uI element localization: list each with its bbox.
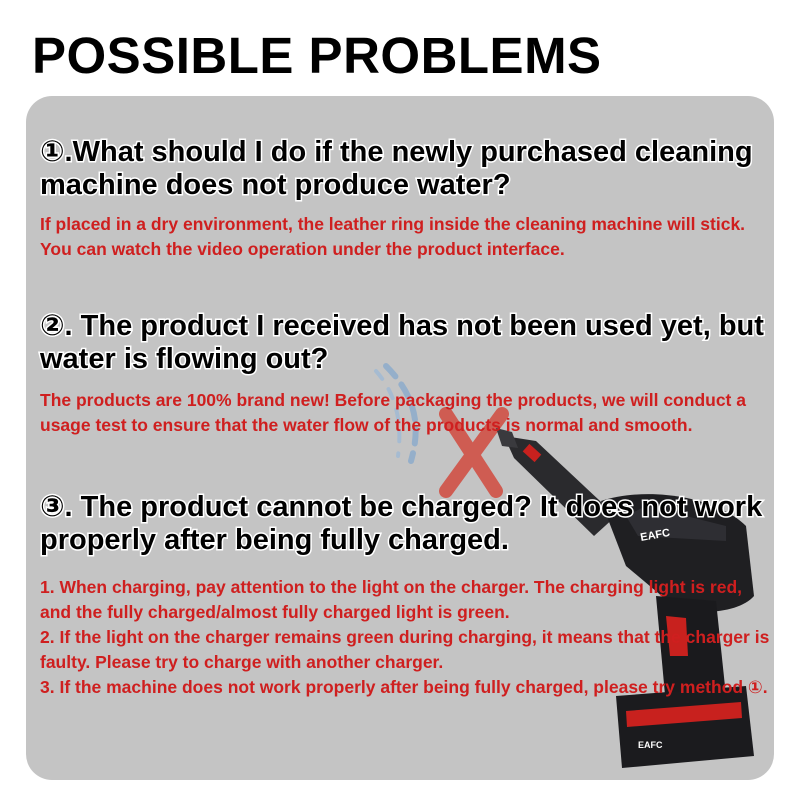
faq-item-3 [40, 491, 770, 700]
faq-answer-2: The products are 100% brand new! Before packaging the products, we will conduct a usage test to ensure that the water flow of the products is normal and smooth. [40, 390, 746, 435]
brand-label: EAFC [639, 526, 672, 544]
faq-question-1: ①.What should I do if the newly purchased cleaning machine does not produce water? [40, 136, 753, 201]
faq-question-3: ③. The product cannot be charged? It does not work properly after being fully charged. [40, 491, 763, 556]
page-title: POSSIBLE PROBLEMS [32, 27, 602, 84]
faq-answer-3: 1. When charging, pay attention to the light on the charger. The charging light is red, and the fully charged/almost fully charged light is green. 2. If the light on the charger remains green during charging, it means that the charger is faulty. Please try to charge with another charger. 3. If the machine does not work properly after being fully charged, please try method ①. [40, 577, 770, 697]
faq-item-1 [40, 136, 770, 262]
faq-panel [26, 96, 774, 780]
battery-brand-label: EAFC [638, 740, 663, 750]
faq-answer-1: If placed in a dry environment, the leather ring inside the cleaning machine will stick. You can watch the video operation under the product interface. [40, 214, 746, 259]
faq-item-2 [40, 310, 770, 438]
faq-question-2: ②. The product I received has not been used yet, but water is flowing out? [40, 310, 764, 375]
